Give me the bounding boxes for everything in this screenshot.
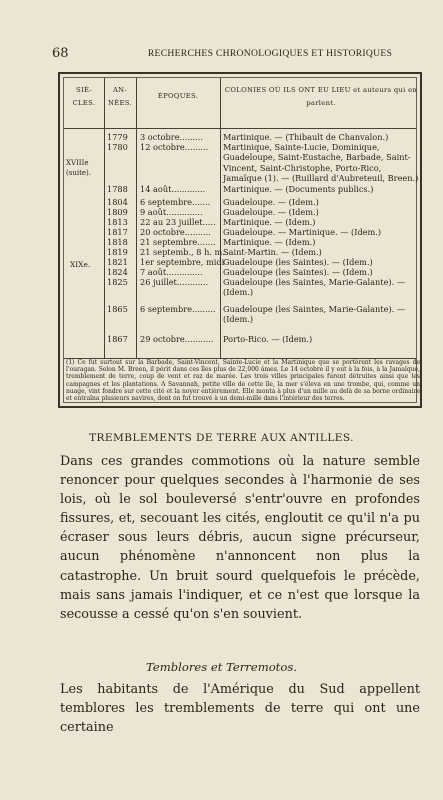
- table-row-year: 1780: [107, 142, 128, 152]
- table-row-colony: Guadeloupe (les Saintes). — (Idem.): [223, 267, 373, 277]
- table-row-date: 21 septemb., 8 h. m.: [140, 247, 225, 257]
- header-annees: AN- NÉES.: [108, 86, 132, 107]
- table-row-year: 1825: [107, 277, 128, 287]
- subheading: Temblores et Terremotos.: [146, 660, 297, 674]
- table-row-colony: Porto-Rico. — (Idem.): [223, 334, 313, 344]
- table-row-date: 12 octobre.........: [140, 142, 209, 152]
- table-row-date: 6 septembre.........: [140, 304, 216, 314]
- column-divider: [220, 78, 221, 359]
- body-paragraph: Dans ces grandes commotions où la nature semble renoncer pour quelques secondes à l'harmonie de ses lois, où le sol bouleversé s'entr'ouvre en profondes fissures, et, secouant les cités, engloutit ce qu'il n'a pu écraser sous leurs débris, aucun signe précurseur, aucun phénomène n'annoncent non plus la catastrophe. Un bruit sourd quelquefois le précède, mais sans jamais l'indiquer, et ce n'est que lorsque la secousse a cessé qu'on s'en souvient.: [60, 454, 420, 622]
- table-row-year: 1867: [107, 334, 128, 344]
- table-row-year: 1824: [107, 267, 128, 277]
- table-row-date: 22 au 23 juillet.....: [140, 217, 216, 227]
- page-number: 68: [52, 46, 69, 61]
- column-divider: [136, 78, 137, 359]
- table-frame: [63, 77, 420, 403]
- century-label-xix: XIXe.: [70, 260, 91, 269]
- table-row-date: 26 juillet............: [140, 277, 209, 287]
- chronology-table: [58, 72, 422, 408]
- table-footnote: (1) Ce fut surtout sur la Barbade, Saint-Vincent, Sainte-Lucie et la Martinique que se portèrent les ravages de l'ouragan. Selon M. Breen, il périt dans ces îles plus de 22,000 âmes. Le 14 octobre il y eut à la fois, à la Jamaïque, tremblement de terre, coup de vent et raz de marée. Les trois villes principales furent détruites ainsi que les campagnes et les plantations. A Savannah, petite ville de cette île, la mer s'éleva en une trombe, qui, comme un nuage, vint fondre sur cette cité et la noyer entièrement. Elle monta à plus d'un mille au delà de sa borne ordinaire et entraîna plusieurs navires, dont on fut trouvé à un demi-mille dans l'intérieur des terres.: [66, 359, 420, 403]
- table-row-colony: Guadeloupe. — Martinique. — (Idem.): [223, 227, 382, 237]
- table-row-colony: Martinique. — (Documents publics.): [223, 184, 374, 194]
- table-row-date: 29 octobre...........: [140, 334, 214, 344]
- table-row-date: 6 septembre.......: [140, 197, 211, 207]
- table-row-colony: Martinique. — (Thibault de Chanvalon.): [223, 132, 389, 142]
- table-row-colony: Saint-Martin. — (Idem.): [223, 247, 322, 257]
- table-row-colony: Guadeloupe (les Saintes, Marie-Galante). — (Idem.): [223, 277, 406, 298]
- table-row-date: 3 octobre.........: [140, 132, 203, 142]
- table-row-colony: Guadeloupe (les Saintes, Marie-Galante). — (Idem.): [223, 304, 406, 325]
- table-row-colony: Martinique, Sainte-Lucie, Dominique, Guadeloupe, Saint-Eustache, Barbade, Saint-Vincent, Saint-Christophe, Porto-Rico, Jamaïque (1). — (Ruillard d'Aubreteuil, Breen.): [223, 142, 419, 184]
- century-label-xviii: XVIIIe (suite).: [66, 159, 91, 178]
- table-row-colony: Martinique. — (Idem.): [223, 237, 316, 247]
- header-epoques: ÉPOQUES.: [157, 92, 199, 100]
- table-row-colony: Guadeloupe. — (Idem.): [223, 207, 319, 217]
- table-row-year: 1818: [107, 237, 128, 247]
- table-row-year: 1804: [107, 197, 128, 207]
- header-siecles: SIÈ- CLES.: [72, 86, 96, 107]
- table-row-year: 1809: [107, 207, 128, 217]
- header-divider: [64, 128, 416, 129]
- section-title: TREMBLEMENTS DE TERRE AUX ANTILLES.: [89, 432, 354, 444]
- column-divider: [104, 78, 105, 359]
- table-row-colony: Guadeloupe (les Saintes). — (Idem.): [223, 257, 373, 267]
- table-row-date: 7 août..............: [140, 267, 203, 277]
- table-row-date: 20 octobre..........: [140, 227, 211, 237]
- body-paragraph: Les habitants de l'Amérique du Sud appellent temblores les tremblements de terre qui ont une certaine: [60, 682, 420, 736]
- table-row-date: 14 août.............: [140, 184, 206, 194]
- table-row-year: 1779: [107, 132, 128, 142]
- table-row-year: 1821: [107, 257, 128, 267]
- header-colonies: COLONIES OÙ ILS ONT EU LIEU et auteurs qui en parlent.: [224, 86, 418, 107]
- running-head: RECHERCHES CHRONOLOGIQUES ET HISTORIQUES: [147, 48, 393, 59]
- table-row-year: 1819: [107, 247, 128, 257]
- table-row-date: 1er septembre, midi: [140, 257, 225, 267]
- table-row-date: 21 septembre.......: [140, 237, 216, 247]
- table-row-date: 9 août..............: [140, 207, 203, 217]
- table-row-colony: Martinique. — (Idem.): [223, 217, 316, 227]
- table-row-year: 1788: [107, 184, 128, 194]
- table-row-year: 1817: [107, 227, 128, 237]
- table-row-colony: Guadeloupe. — (Idem.): [223, 197, 319, 207]
- table-row-year: 1865: [107, 304, 128, 314]
- table-row-year: 1813: [107, 217, 128, 227]
